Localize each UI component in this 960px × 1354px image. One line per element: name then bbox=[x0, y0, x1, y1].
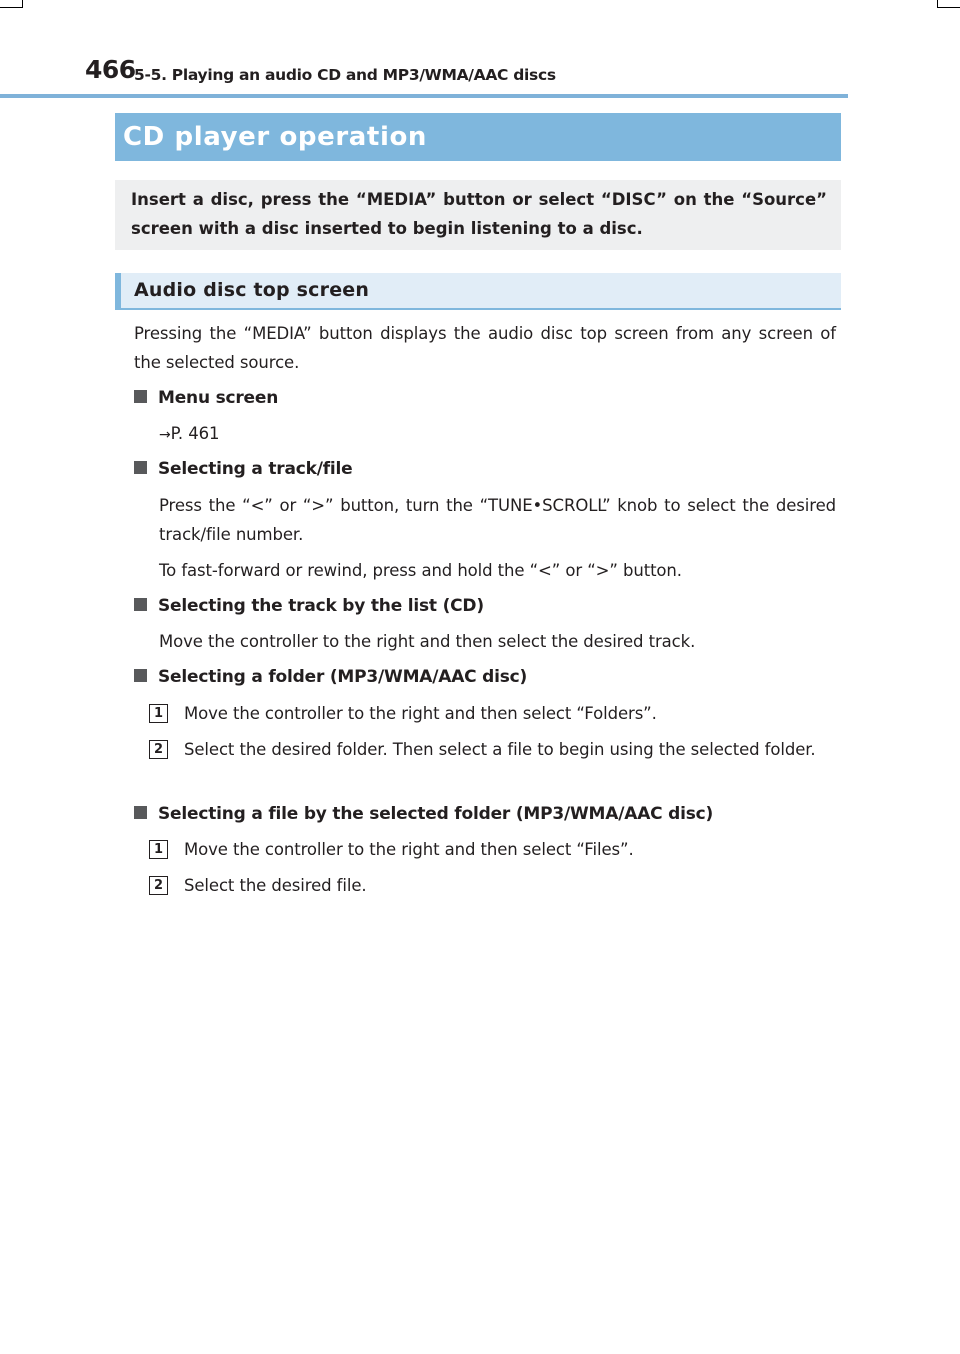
item-heading-menu-screen bbox=[134, 387, 278, 409]
step-text: Select the desired file. bbox=[184, 876, 367, 895]
fast-forward-paragraph: To fast-forward or rewind, press and hold the “<” or “>” button. bbox=[159, 561, 682, 580]
section-banner bbox=[115, 113, 841, 161]
item-heading-select-folder bbox=[134, 666, 527, 688]
step-text: Select the desired folder. Then select a file to begin using the selected folder. bbox=[184, 740, 816, 759]
arrow-right-icon: → bbox=[159, 427, 171, 443]
section-title: 5-5. Playing an audio CD and MP3/WMA/AAC discs bbox=[134, 66, 556, 84]
square-bullet-icon bbox=[134, 390, 147, 403]
step-text: Move the controller to the right and then select “Files”. bbox=[184, 840, 634, 859]
item-heading-select-track bbox=[134, 458, 353, 480]
square-bullet-icon bbox=[134, 461, 147, 474]
page-reference bbox=[159, 419, 459, 450]
page-reference-link[interactable]: P. 461 bbox=[170, 424, 220, 443]
lead-paragraph: Pressing the “MEDIA” button displays the audio disc top screen from any screen of the selected source. bbox=[134, 324, 836, 372]
item-heading-text: Selecting a file by the selected folder (MP3/WMA/AAC disc) bbox=[158, 804, 714, 824]
header-rule bbox=[0, 94, 848, 98]
item-heading-text: Selecting a track/file bbox=[158, 459, 353, 479]
step-number-badge: 2 bbox=[149, 740, 168, 759]
step-number-badge: 1 bbox=[149, 704, 168, 723]
track-by-list-paragraph: Move the controller to the right and then select the desired track. bbox=[159, 632, 696, 651]
crop-mark-left bbox=[22, 0, 23, 7]
select-track-paragraph: Press the “<” or “>” button, turn the “TUNE•SCROLL” knob to select the desired track/file number. bbox=[159, 496, 836, 544]
subheading-accent-bar bbox=[115, 273, 121, 310]
step-number-badge: 1 bbox=[149, 840, 168, 859]
item-heading-text: Menu screen bbox=[158, 388, 279, 408]
page-number: 466 bbox=[85, 55, 136, 84]
square-bullet-icon bbox=[134, 669, 147, 682]
page-header bbox=[85, 55, 845, 91]
square-bullet-icon bbox=[134, 598, 147, 611]
intro-text: Insert a disc, press the “MEDIA” button or select “DISC” on the “Source” screen with a disc inserted to begin listening to a disc. bbox=[131, 190, 827, 238]
step-text: Move the controller to the right and then select “Folders”. bbox=[184, 704, 657, 723]
crop-mark-left-h bbox=[0, 7, 23, 8]
step-number-badge: 2 bbox=[149, 876, 168, 895]
item-heading-track-by-list bbox=[134, 595, 484, 617]
item-heading-file-by-folder bbox=[134, 803, 713, 825]
crop-mark-right-h bbox=[937, 7, 960, 8]
item-heading-text: Selecting the track by the list (CD) bbox=[158, 596, 484, 616]
square-bullet-icon bbox=[134, 806, 147, 819]
subheading-title: Audio disc top screen bbox=[134, 279, 370, 301]
intro-box bbox=[115, 180, 841, 250]
crop-mark-right bbox=[937, 0, 938, 7]
banner-title: CD player operation bbox=[123, 122, 428, 152]
item-heading-text: Selecting a folder (MP3/WMA/AAC disc) bbox=[158, 667, 528, 687]
subheading bbox=[115, 273, 841, 310]
